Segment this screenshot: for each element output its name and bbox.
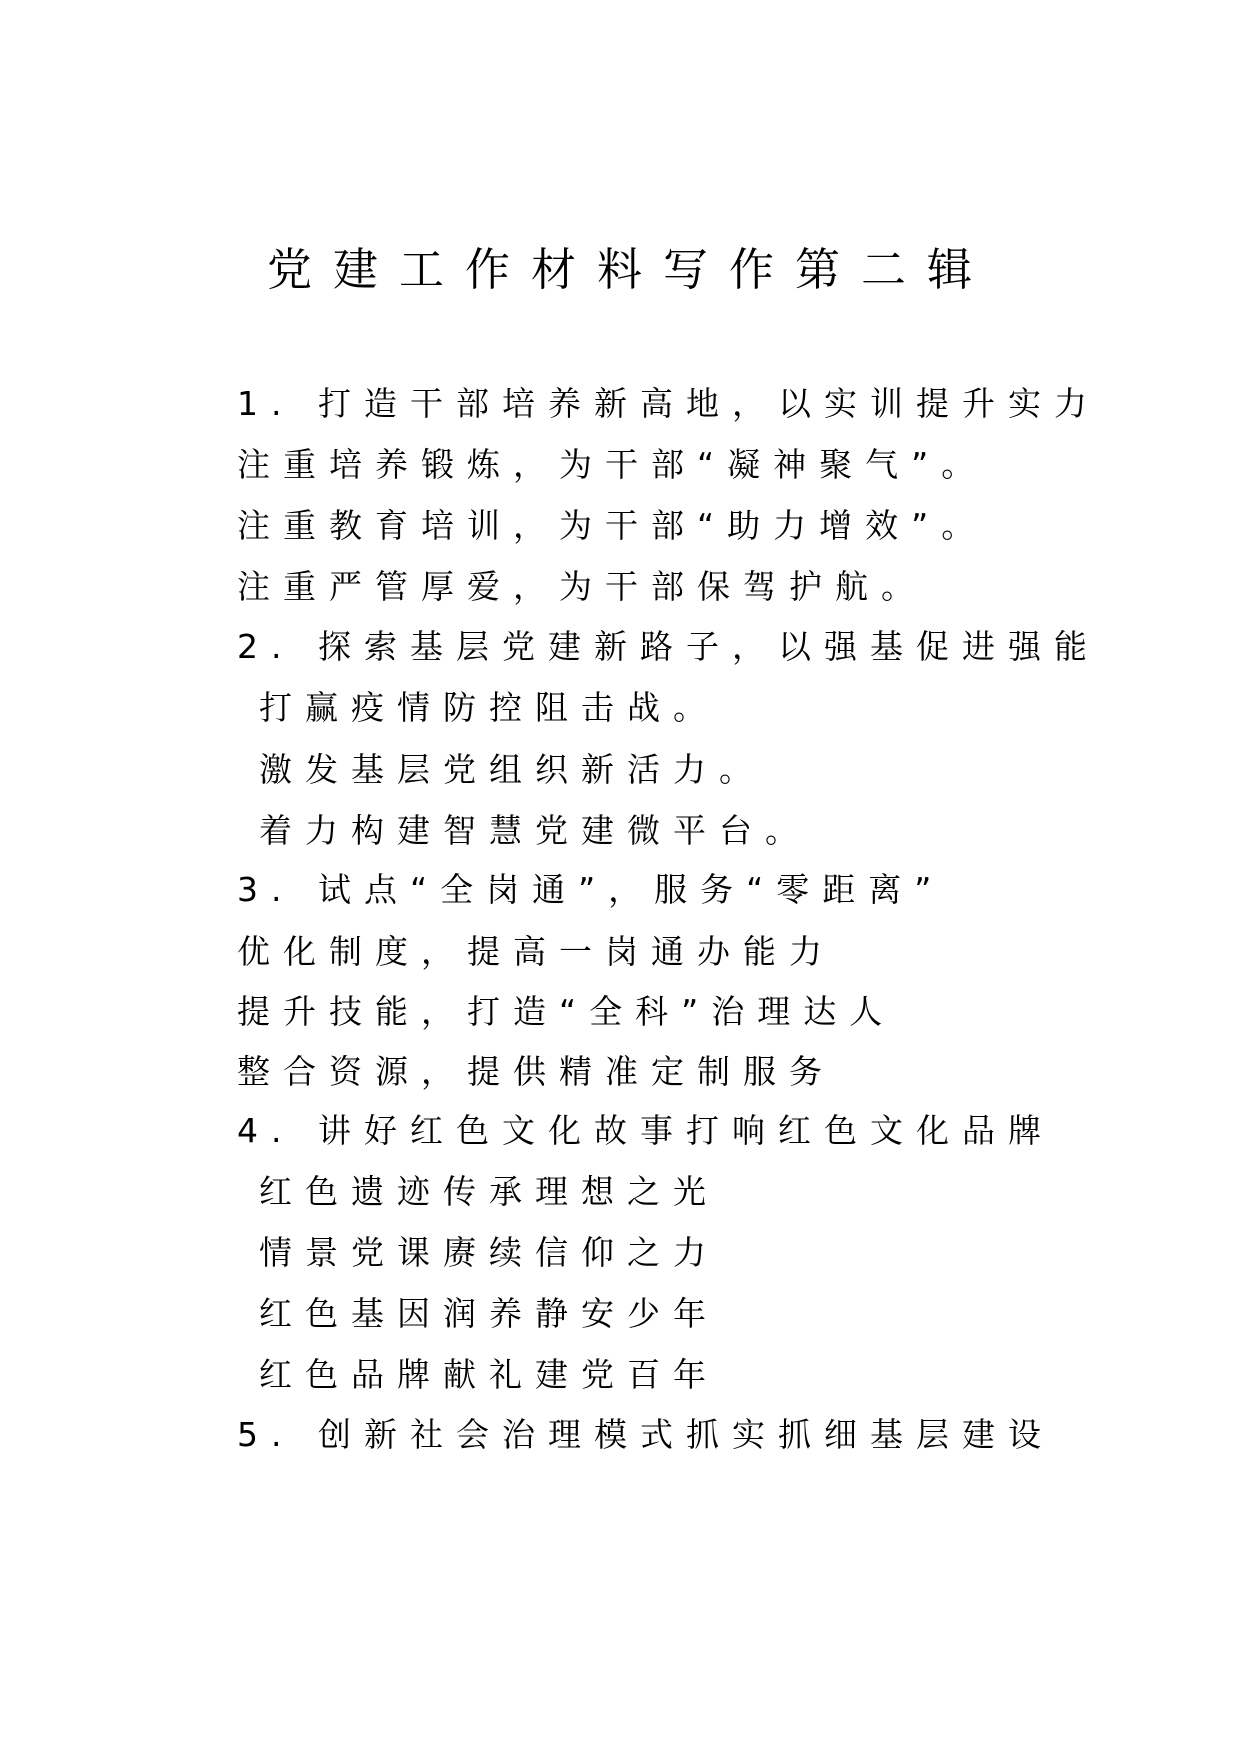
paragraph-line: 打赢疫情防控阻击战。 (259, 688, 719, 727)
heading-2: 2. 探索基层党建新路子，以强基促进强能 (237, 627, 1100, 666)
paragraph-line: 提升技能，打造“全科”治理达人 (237, 992, 896, 1031)
paragraph-line: 红色遗迹传承理想之光 (259, 1172, 719, 1211)
paragraph-line: 激发基层党组织新活力。 (259, 750, 765, 789)
heading-1: 1. 打造干部培养新高地，以实训提升实力 (237, 384, 1100, 423)
paragraph-line: 注重培养锻炼，为干部“凝神聚气”。 (237, 445, 988, 484)
heading-3: 3. 试点“全岗通”，服务“零距离” (237, 870, 945, 909)
heading-5: 5. 创新社会治理模式抓实抓细基层建设 (237, 1415, 1054, 1454)
heading-4: 4. 讲好红色文化故事打响红色文化品牌 (237, 1111, 1054, 1150)
document-title: 党建工作材料写作第二辑 (266, 243, 993, 296)
paragraph-line: 优化制度，提高一岗通办能力 (237, 932, 835, 971)
paragraph-line: 红色基因润养静安少年 (259, 1294, 719, 1333)
paragraph-line: 情景党课赓续信仰之力 (259, 1233, 719, 1272)
paragraph-line: 整合资源，提供精准定制服务 (237, 1052, 835, 1091)
paragraph-line: 注重教育培训，为干部“助力增效”。 (237, 506, 988, 545)
paragraph-line: 红色品牌献礼建党百年 (259, 1355, 719, 1394)
paragraph-line: 着力构建智慧党建微平台。 (259, 811, 811, 850)
paragraph-line: 注重严管厚爱，为干部保驾护航。 (237, 567, 927, 606)
